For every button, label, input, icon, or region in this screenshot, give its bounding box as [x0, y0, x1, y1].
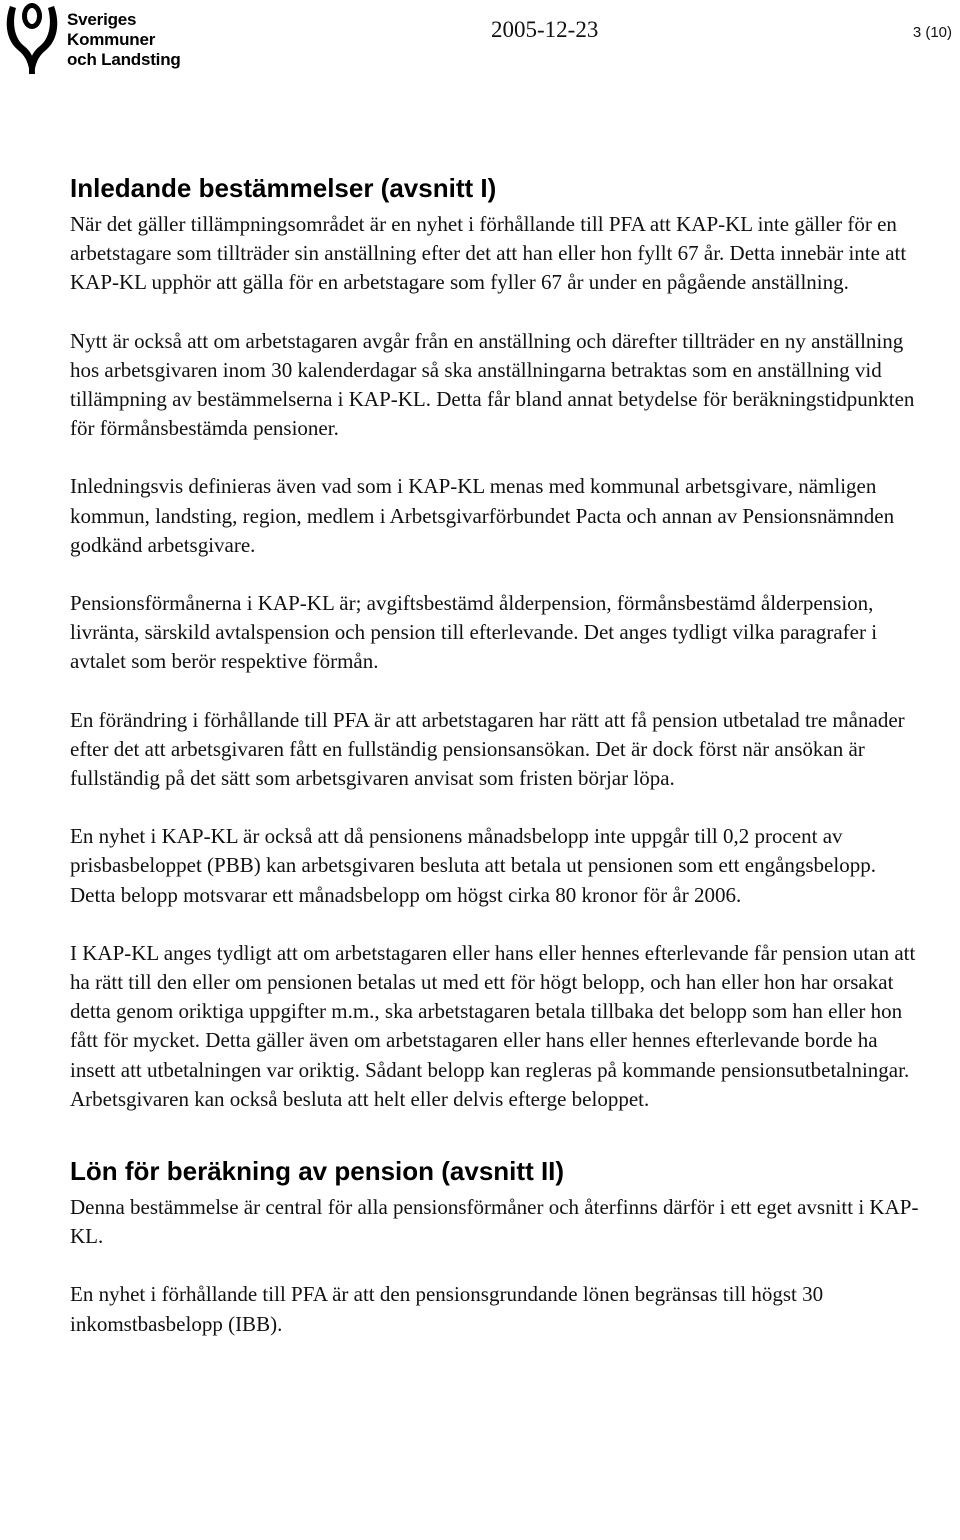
section-heading: Inledande bestämmelser (avsnitt I): [70, 173, 497, 203]
document-body: [70, 168, 920, 1339]
paragraph: En förändring i förhållande till PFA är att arbetstagaren har rätt att få pension utbetalad tre månader efter det att arbetsgivaren fått en fullständig pensionsansökan. Det är dock först när ansökan är fullständig på det sätt som arbetsgivaren anvisat som fristen börjar löpa.: [70, 707, 905, 791]
paragraph: I KAP-KL anges tydligt att om arbetstagaren eller hans eller hennes efterlevande får pension utan att ha rätt till den eller om pensionen betalas ut med ett för högt belopp, och han eller hon har orsakat detta genom oriktiga uppgifter m.m., ska arbetstagaren betala tillbaka det belopp som han eller hon fått för mycket. Detta gäller även om arbetstagaren eller hans eller hennes efterlevande borde ha insett att utbetalningen var oriktig. Sådant belopp kan regleras på kommande pensionsutbetalningar. Arbetsgivaren kan också besluta att helt eller delvis efterge beloppet.: [70, 940, 916, 1111]
paragraph: Nytt är också att om arbetstagaren avgår från en anställning och därefter tillträder en ny anställning hos arbetsgivaren inom 30 kalenderdagar så ska anställningarna betraktas som en anställning vid tillämpning av bestämmelserna i KAP-KL. Detta får bland annat betydelse för beräkningstidpunkten för förmånsbestämda pensioner.: [70, 328, 915, 441]
logo-line-1: Sveriges: [67, 10, 137, 29]
paragraph: När det gäller tillämpningsområdet är en nyhet i förhållande till PFA att KAP-KL inte gäller för en arbetstagare som tillträder sin anställning efter det att han eller hon fyllt 67 år. Detta innebär inte att KAP-KL upphör att gälla för en arbetstagare som fyller 67 år under en pågående anställning.: [70, 212, 907, 295]
skl-logo: [2, 0, 62, 76]
paragraph: Pensionsförmånerna i KAP-KL är; avgiftsbestämd ålderpension, förmånsbestämd ålderpension, livränta, särskild avtalspension och pension till efterlevande. Det anges tydligt vilka paragrafer i avtalet som berör respektive förmån.: [70, 591, 878, 674]
page-header: [0, 0, 960, 80]
logo-text: [67, 10, 181, 70]
logo-line-2: Kommuner: [67, 30, 156, 49]
logo-line-3: och Landsting: [67, 50, 181, 69]
paragraph: En nyhet i KAP-KL är också att då pensionens månadsbelopp inte uppgår till 0,2 procent av prisbasbeloppet (PBB) kan arbetsgivaren besluta att betala ut pensionen som ett engångsbelopp. Detta belopp motsvarar ett månadsbelopp om högst cirka 80 kronor för år 2006.: [70, 824, 876, 907]
document-date: 2005-12-23: [491, 17, 599, 42]
page-number: 3 (10): [912, 24, 952, 41]
section-heading: Lön för beräkning av pension (avsnitt II): [70, 1156, 565, 1187]
paragraph: Denna bestämmelse är central för alla pensionsförmåner och återfinns därför i ett eget avsnitt i KAP-KL.: [70, 1195, 919, 1249]
paragraph: Inledningsvis definieras även vad som i KAP-KL menas med kommunal arbetsgivare, nämligen kommun, landsting, region, medlem i Arbetsgivarförbundet Pacta och annan av Pensionsnämnden godkänd arbetsgivare.: [70, 474, 895, 557]
paragraph: En nyhet i förhållande till PFA är att den pensionsgrundande lönen begränsas till högst 30 inkomstbasbelopp (IBB).: [70, 1282, 824, 1336]
